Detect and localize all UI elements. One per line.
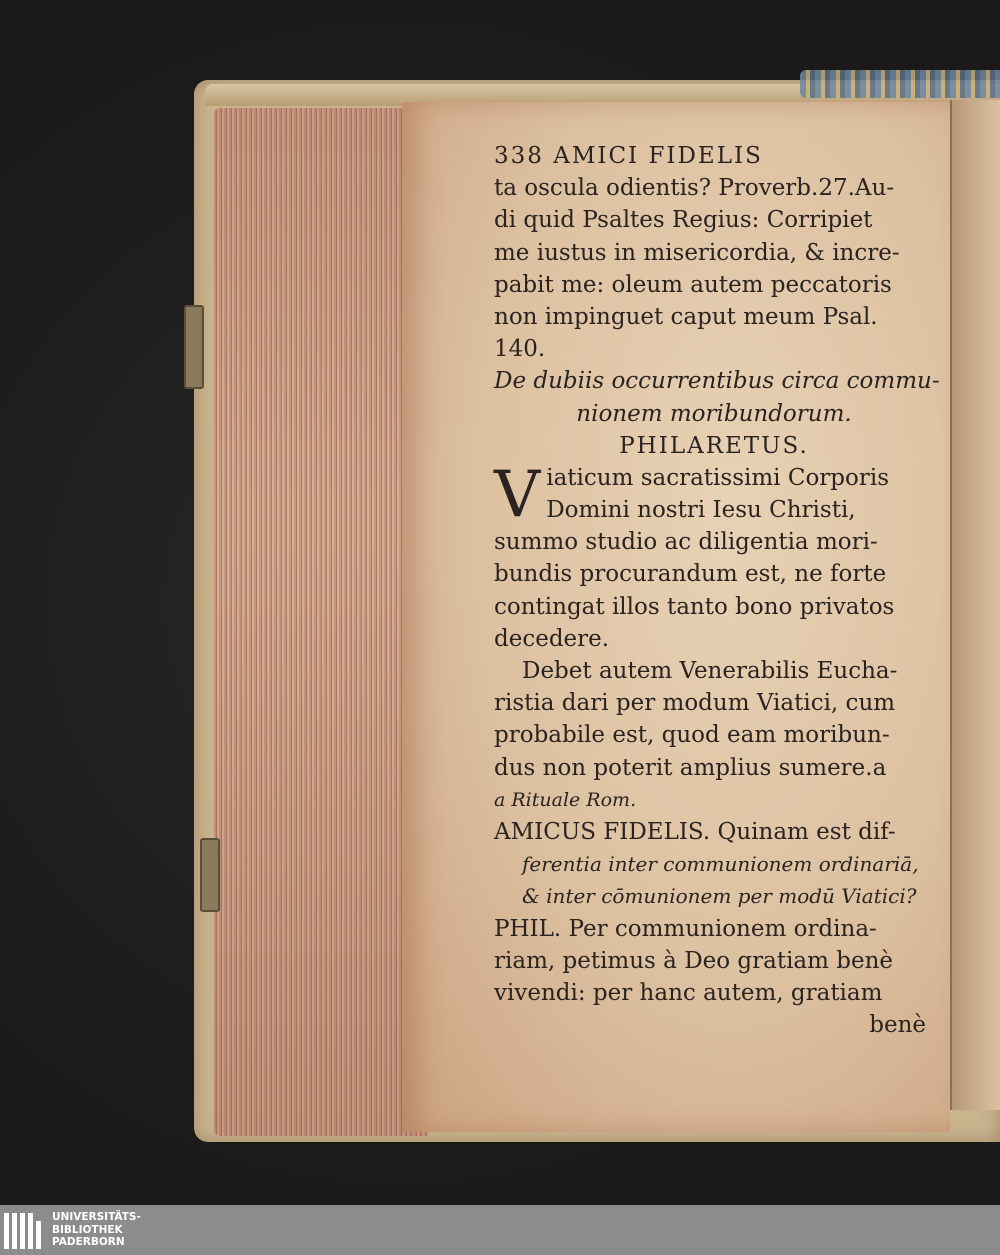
speaker-heading: PHILARETUS. — [619, 432, 809, 459]
text-line: ta oscula odientis? Proverb.27.Au- — [494, 175, 895, 202]
catchword: benè — [869, 1012, 926, 1039]
drop-capital: V — [494, 457, 541, 532]
text-line: di quid Psaltes Regius: Corripiet — [494, 207, 873, 234]
text-line: contingat illos tanto bono privatos — [494, 593, 895, 620]
paragraph-2 — [494, 655, 934, 784]
text-line: vivendi: per hanc autem, gratiam — [494, 979, 883, 1006]
marginal-note: a Rituale Rom. — [494, 788, 637, 811]
text-line: non impinguet caput meum Psal. — [494, 303, 878, 330]
text-line: dus non poterit amplius sumere.a — [494, 754, 887, 781]
text-line: riam, petimus à Deo gratiam benè — [494, 947, 894, 974]
library-footer — [0, 1205, 1000, 1255]
page-edges — [214, 108, 428, 1136]
text-line: summo studio ac diligentia mori- — [494, 529, 878, 556]
text-line: Debet autem Venerabilis Eucha- — [522, 658, 898, 684]
clasp-upper — [184, 305, 204, 389]
text-line: me iustus in misericordia, & incre- — [494, 239, 900, 266]
clasp-lower — [200, 838, 220, 912]
text-line: probabile est, quod eam moribun- — [494, 722, 890, 749]
text-line: ristia dari per modum Viatici, cum — [494, 690, 896, 717]
text-line: PHIL. Per communionem ordina- — [494, 915, 877, 942]
text-line: 140. — [494, 336, 546, 363]
text-line: iaticum sacratissimi Corporis — [546, 464, 890, 491]
paragraph-1 — [494, 457, 934, 655]
section-heading: nionem moribundorum. — [576, 400, 852, 427]
text-line: bundis procurandum est, ne forte — [494, 561, 887, 588]
running-head: 338 AMICI FIDELIS — [494, 143, 763, 169]
library-name: UNIVERSITÄTS- BIBLIOTHEK PADERBORN — [52, 1211, 141, 1248]
text-line: decedere. — [494, 625, 610, 652]
headband — [800, 70, 1000, 98]
text-line: & inter cōmunionem per modū Viatici? — [522, 884, 917, 909]
section-heading: De dubiis occurrentibus circa commu- — [494, 368, 940, 395]
facing-page-edge — [950, 100, 1000, 1110]
text-line: Domini nostri Iesu Christi, — [546, 497, 856, 524]
page-text — [494, 140, 940, 1041]
text-line: ferentia inter communionem ordinariā, — [522, 852, 919, 877]
text-line: pabit me: oleum autem peccatoris — [494, 271, 892, 298]
text-line: AMICUS FIDELIS. Quinam est dif- — [494, 818, 896, 845]
library-logo-icon — [4, 1213, 44, 1253]
